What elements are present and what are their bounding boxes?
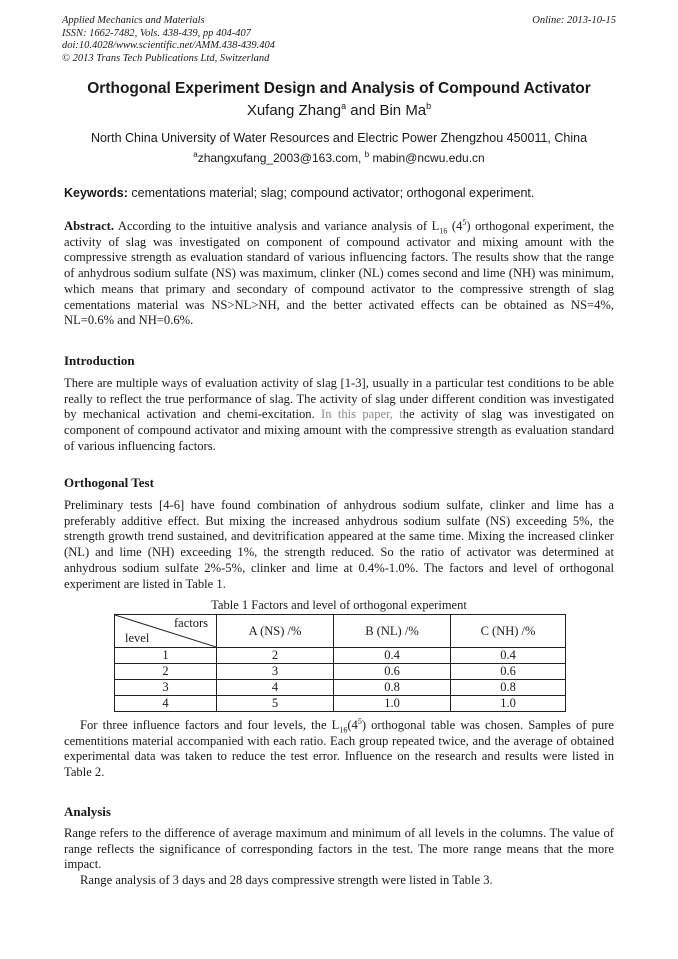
ortho-p2-subscript: 16 (339, 725, 348, 735)
journal-header (62, 15, 616, 65)
introduction-heading: Introduction (64, 353, 135, 368)
author-line (0, 102, 678, 119)
keywords-label: Keywords: (64, 186, 128, 200)
table-header-row (115, 615, 566, 648)
introduction-body (64, 376, 614, 455)
ortho-p2-text-3: ) orthogonal table was chosen. Samples of pure cementitions material accompanied with each ratio. Each group repeated twice, and the average of obtained experimental data was taken to reduce the test error. Influence on the research and results were listed in Table 2. (64, 718, 614, 780)
analysis-heading: Analysis (64, 804, 111, 819)
email-b-mark: b (364, 150, 370, 159)
table-row (115, 696, 566, 712)
ortho-p2-text-2: (4 (347, 718, 358, 732)
keywords-text: cementations material; slag; compound activator; orthogonal experiment. (127, 186, 535, 200)
abstract-superscript: 5 (462, 217, 467, 227)
author-1: Xufang Zhang (246, 102, 342, 119)
table-cell: 4 (115, 696, 217, 712)
table-cell: 3 (115, 680, 217, 696)
abstract (64, 219, 614, 329)
table1 (114, 614, 566, 712)
table-row (115, 680, 566, 696)
table-cell: 2 (217, 648, 334, 664)
orthogonal-body-2 (64, 718, 614, 781)
author-2-mark: b (426, 101, 432, 111)
table-row (115, 648, 566, 664)
copyright-line: © 2013 Trans Tech Publications Ltd, Switzerland (62, 52, 270, 64)
table-cell: 0.6 (334, 664, 451, 680)
issn-line: ISSN: 1662-7482, Vols. 438-439, pp 404-407 (62, 27, 251, 39)
email-a-mark: a (193, 150, 198, 159)
table1-caption: Table 1 Factors and level of orthogonal experiment (211, 598, 467, 612)
table-cell: 0.4 (451, 648, 566, 664)
column-header: C (NH) /% (451, 615, 566, 648)
abstract-label: Abstract. (64, 219, 115, 233)
table-cell: 1 (115, 648, 217, 664)
table-cell: 0.8 (451, 680, 566, 696)
table-cell: 0.6 (451, 664, 566, 680)
ortho-p2-text-1: For three influence factors and four levels, the L (80, 718, 340, 732)
table-cell: 2 (115, 664, 217, 680)
table-cell: 1.0 (451, 696, 566, 712)
intro-gray-text: In this paper, t (321, 407, 403, 422)
column-header: B (NL) /% (334, 615, 451, 648)
orthogonal-paragraph-1: Preliminary tests [4-6] have found combination of anhydrous sodium sulfate, clinker and lime has a preferably additive effect. But mixing the increased anhydrous sodium sulfate (NS) exceeding 5%, the strength growth trend sustained, and devitrification appeared at the same time. Mixing the increased clinker (NL) and lime (NH) exceeding 1%, the strength reduced. So the ratio of activator was determined at anhydrous sodium sulfate 2%-5%, clinker and lime at 0.4%-1.0%. The factors and level of orthogonal experiment are listed in Table 1. (64, 498, 614, 591)
table-cell: 0.8 (334, 680, 451, 696)
author-2: Bin Ma (379, 102, 427, 119)
doi-line[interactable]: doi:10.4028/www.scientific.net/AMM.438-439.404 (62, 40, 275, 51)
table-row (115, 664, 566, 680)
intro-text-2: he activity of slag was investigated on component of compound activator and mixing amount with the compressive strength as evaluation standard of various influencing factors. (64, 407, 615, 453)
orthogonal-heading: Orthogonal Test (64, 475, 154, 490)
abstract-text-2: (4 (447, 219, 463, 233)
abstract-text-3: ) orthogonal experiment, the activity of slag was investigated on component of compound activator and mixing amount with the compressive strength as evaluation standard of various influencing factors. The results show that the range of anhydrous sodium sulfate (NS) was maximum, clinker (NL) comes second and lime (NH) was minimum, which means that primary and secondary of compound activator to the compressive strength of slag cementations material was NS>NL>NH, and the better activated effects can be obtained as NS=4%, NL=0.6% and NH=0.6%. (64, 219, 614, 328)
corner-level-label: level (125, 631, 150, 645)
table-cell: 3 (217, 664, 334, 680)
abstract-text-1: According to the intuitive analysis and variance analysis of L (114, 219, 440, 233)
corner-factors-label: factors (173, 616, 208, 630)
author-conjunction: and (346, 102, 380, 119)
ortho-p2-superscript: 5 (357, 716, 362, 726)
keywords (64, 186, 616, 200)
journal-name: Applied Mechanics and Materials (62, 15, 205, 26)
paper-title: Orthogonal Experiment Design and Analysis of Compound Activator (87, 80, 591, 97)
table-cell: 4 (217, 680, 334, 696)
table-corner-cell (115, 615, 217, 648)
table-cell: 1.0 (334, 696, 451, 712)
intro-text-1: There are multiple ways of evaluation activity of slag [1-3], usually in a particular test conditions to be able really to reflect the true performance of slag. The activity of slag under different condition was investigated by mechanical activation and chemi-excitation. (64, 376, 614, 422)
abstract-subscript: 16 (439, 226, 448, 236)
email-a[interactable]: zhangxufang_2003@163.com, (197, 151, 362, 165)
orthogonal-body (64, 498, 614, 592)
analysis-paragraph-2: Range analysis of 3 days and 28 days compressive strength were listed in Table 3. (80, 873, 493, 888)
affiliation: North China University of Water Resources and Electric Power Zhengzhou 450011, China (90, 131, 588, 145)
email-b[interactable]: mabin@ncwu.edu.cn (372, 151, 485, 165)
analysis-paragraph-1: Range refers to the difference of average maximum and minimum of all levels in the columns. The value of range reflects the significance of corresponding factors in the test. The more range means that the more impact. (64, 826, 614, 872)
table-cell: 5 (217, 696, 334, 712)
table-cell: 0.4 (334, 648, 451, 664)
analysis-body (64, 826, 614, 889)
author-1-mark: a (341, 101, 347, 111)
email-line (0, 151, 678, 165)
online-date: Online: 2013-10-15 (532, 15, 616, 26)
column-header: A (NS) /% (217, 615, 334, 648)
